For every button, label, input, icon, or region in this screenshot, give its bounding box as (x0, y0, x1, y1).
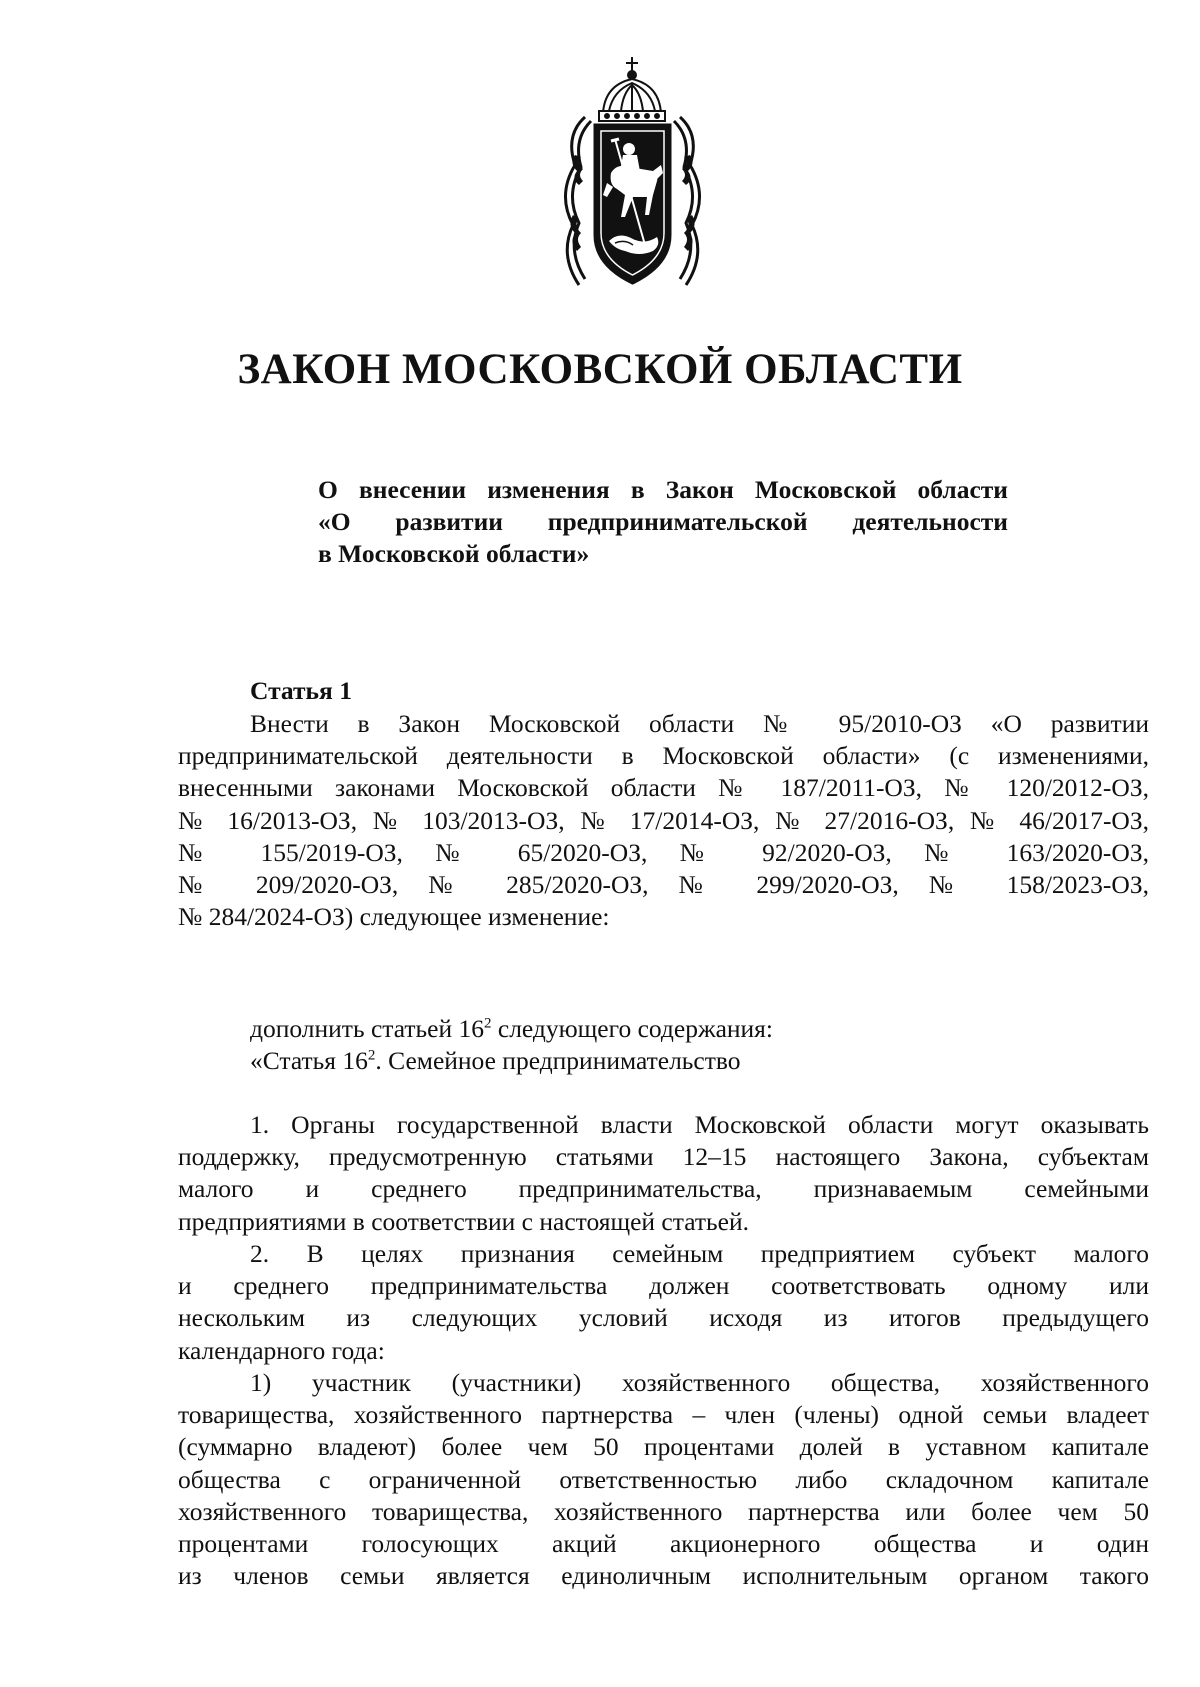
text-line: хозяйственного товарищества, хозяйственного партнерства или более чем 50 (178, 1496, 1149, 1526)
supplement-line (178, 1013, 1149, 1045)
text-line: нескольким из следующих условий исходя из итогов предыдущего (178, 1303, 1149, 1333)
text-line: товарищества, хозяйственного партнерства – член (члены) одной семьи владеет (178, 1400, 1149, 1430)
text-line: поддержку, предусмотренную статьями 12–15 настоящего Закона, субъектам (178, 1142, 1149, 1172)
text-line: предпринимательской деятельности в Московской области» (с изменениями, (178, 741, 1149, 771)
supplement-block (178, 1013, 1149, 1077)
article-title-text: «Статья 16 (250, 1046, 368, 1076)
subtitle-line: О внесении изменения в Закон Московской области (318, 475, 1008, 504)
superscript: 2 (367, 1047, 376, 1064)
article-title-line (178, 1045, 1149, 1077)
subpoint-1-paragraph (178, 1367, 1149, 1592)
supplement-text: дополнить статьей 16 (250, 1014, 484, 1043)
text-line: малого и среднего предпринимательства, признаваемым семейными (178, 1174, 1149, 1204)
text-line: 2. В целях признания семейным предприятием субъект малого (250, 1239, 1149, 1268)
amendment-paragraph (178, 708, 1149, 933)
text-line: № 16/2013-ОЗ, № 103/2013-ОЗ, № 17/2014-ОЗ, № 27/2016-ОЗ, № 46/2017-ОЗ, (178, 805, 1149, 835)
text-line: из членов семьи является единоличным исполнительным органом такого (178, 1561, 1149, 1591)
supplement-text: следующего содержания: (491, 1014, 773, 1043)
text-line: (суммарно владеют) более чем 50 процентами долей в уставном капитале (178, 1432, 1149, 1462)
subtitle-line: в Московской области» (318, 539, 590, 568)
point-1-paragraph (178, 1109, 1149, 1238)
subtitle-line: «О развитии предпринимательской деятельности (318, 507, 1008, 536)
text-line: Внести в Закон Московской области № 95/2010-ОЗ «О развитии (250, 709, 1149, 738)
document-title: ЗАКОН МОСКОВСКОЙ ОБЛАСТИ (237, 346, 963, 393)
text-line: 1. Органы государственной власти Московской области могут оказывать (250, 1110, 1149, 1139)
point-2-paragraph (178, 1238, 1149, 1367)
text-line: № 155/2019-ОЗ, № 65/2020-ОЗ, № 92/2020-ОЗ, № 163/2020-ОЗ, (178, 837, 1149, 867)
text-line: общества с ограниченной ответственностью либо складочном капитале (178, 1464, 1149, 1494)
coat-of-arms-icon (545, 55, 720, 300)
law-subtitle (318, 474, 1008, 570)
text-line: № 284/2024-ОЗ) следующее изменение: (178, 902, 610, 932)
text-line: и среднего предпринимательства должен соответствовать одному или (178, 1271, 1149, 1301)
text-line: № 209/2020-ОЗ, № 285/2020-ОЗ, № 299/2020-ОЗ, № 158/2023-ОЗ, (178, 870, 1149, 900)
text-line: процентами голосующих акций акционерного общества и один (178, 1529, 1149, 1559)
text-line: 1) участник (участники) хозяйственного общества, хозяйственного (250, 1368, 1149, 1397)
article-heading: Статья 1 (250, 676, 352, 705)
superscript: 2 (484, 1015, 492, 1032)
text-line: календарного года: (178, 1335, 385, 1365)
article-title-text: . Семейное предпринимательство (375, 1046, 741, 1076)
text-line: предприятиями в соответствии с настоящей статьей. (178, 1206, 749, 1236)
text-line: внесенными законами Московской области № 187/2011-ОЗ, № 120/2012-ОЗ, (178, 773, 1149, 803)
